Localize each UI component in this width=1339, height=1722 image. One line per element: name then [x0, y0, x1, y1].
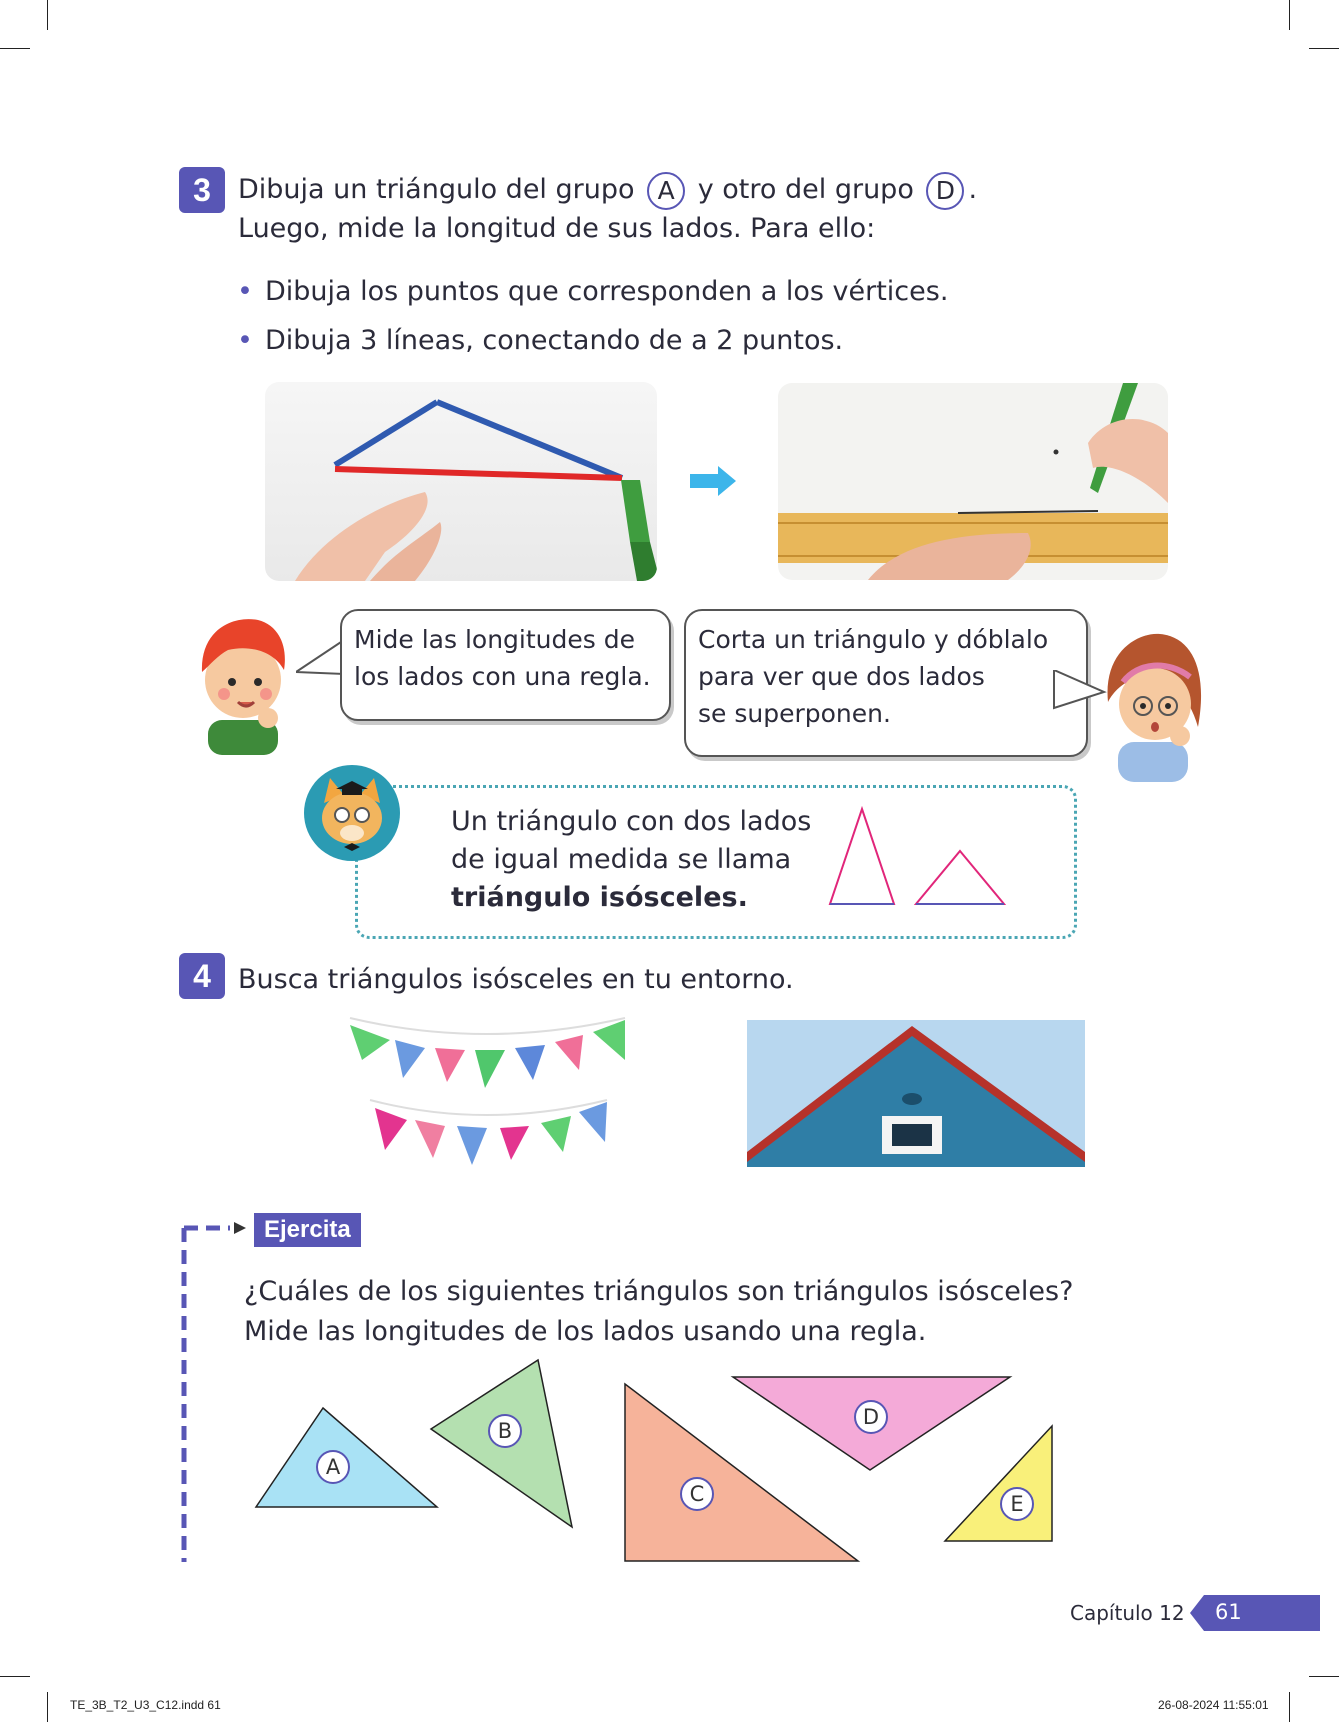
- crop-mark: [1289, 1692, 1290, 1722]
- girl-character: [1098, 632, 1208, 782]
- exercise-4-number: 4: [179, 953, 225, 999]
- photo-house-roof: [747, 1020, 1085, 1167]
- exercise-4-text: Busca triángulos isósceles en tu entorno.: [238, 964, 794, 995]
- girl-bubble-line: para ver que dos lados: [698, 662, 985, 691]
- roof-illustration: [747, 1020, 1085, 1167]
- triangle-e-label: E: [1000, 1487, 1034, 1521]
- boy-character: [188, 610, 293, 755]
- crop-mark: [1289, 0, 1290, 30]
- bubble-tail: [296, 640, 346, 680]
- bullet-text: Dibuja los puntos que corresponden a los vértices.: [264, 276, 949, 307]
- triangle-e: [945, 1426, 1052, 1541]
- definition-term: triángulo isósceles.: [451, 882, 748, 913]
- triangle-c-label: C: [680, 1477, 714, 1511]
- boy-speech-bubble: [340, 609, 671, 721]
- ejercita-tab: Ejercita: [254, 1213, 361, 1247]
- photo-ruler-points: [778, 383, 1168, 580]
- print-timestamp: 26-08-2024 11:55:01: [1158, 1698, 1269, 1712]
- boy-bubble-line: los lados con una regla.: [354, 662, 651, 691]
- girl-bubble-line: Corta un triángulo y dóblalo: [698, 625, 1049, 654]
- crop-mark: [47, 0, 48, 30]
- triangle-b-label: B: [488, 1414, 522, 1448]
- exercise-triangles: [250, 1355, 1070, 1565]
- definition-line2: de igual medida se llama: [451, 844, 792, 875]
- ejercita-question: ¿Cuáles de los siguientes triángulos son triángulos isósceles?: [244, 1276, 1074, 1307]
- bullet-text: Dibuja 3 líneas, conectando de a 2 puntos.: [264, 325, 844, 356]
- girl-speech-bubble: [684, 609, 1088, 757]
- bullet-item: [237, 272, 948, 312]
- crop-mark: [0, 1676, 30, 1677]
- photo-stick-triangle: [265, 382, 657, 581]
- group-d-badge: D: [926, 172, 964, 210]
- triangle-a-label: A: [316, 1450, 350, 1484]
- page-number: 61: [1215, 1600, 1242, 1624]
- exercise-3-number: 3: [179, 167, 225, 213]
- girl-bubble-line: se superponen.: [698, 699, 891, 728]
- exercise-3-line2: Luego, mide la longitud de sus lados. Para ello:: [238, 213, 876, 244]
- exercise-3-text-b: y otro del grupo: [697, 174, 914, 205]
- stick-triangle-illustration: [265, 382, 657, 581]
- ruler-illustration: [778, 383, 1168, 580]
- bullet-item: [237, 321, 843, 361]
- boy-bubble-line: Mide las longitudes de: [354, 625, 635, 654]
- isosceles-triangle-examples: [820, 806, 1010, 908]
- bullet-dot: •: [237, 325, 253, 356]
- file-name: TE_3B_T2_U3_C12.indd 61: [70, 1698, 221, 1712]
- triangle-d-label: D: [854, 1400, 888, 1434]
- crop-mark: [47, 1692, 48, 1722]
- ejercita-instruction: Mide las longitudes de los lados usando una regla.: [244, 1316, 927, 1347]
- exercise-3-text-c: .: [968, 174, 978, 205]
- group-a-badge: A: [647, 172, 685, 210]
- crop-mark: [0, 48, 30, 49]
- exercise-3-line1: [238, 170, 977, 210]
- photo-bunting-flags: [335, 1010, 635, 1180]
- definition-line1: Un triángulo con dos lados: [451, 806, 812, 837]
- ejercita-border: [178, 1220, 248, 1565]
- fox-mascot: [302, 763, 402, 863]
- crop-mark: [1309, 1676, 1339, 1677]
- exercise-3-text-a: Dibuja un triángulo del grupo: [238, 174, 635, 205]
- arrow-right-icon: [690, 466, 738, 496]
- page-number-tab: [1190, 1595, 1320, 1631]
- chapter-label: Capítulo 12: [1070, 1601, 1185, 1625]
- bullet-dot: •: [237, 276, 253, 307]
- crop-mark: [1309, 48, 1339, 49]
